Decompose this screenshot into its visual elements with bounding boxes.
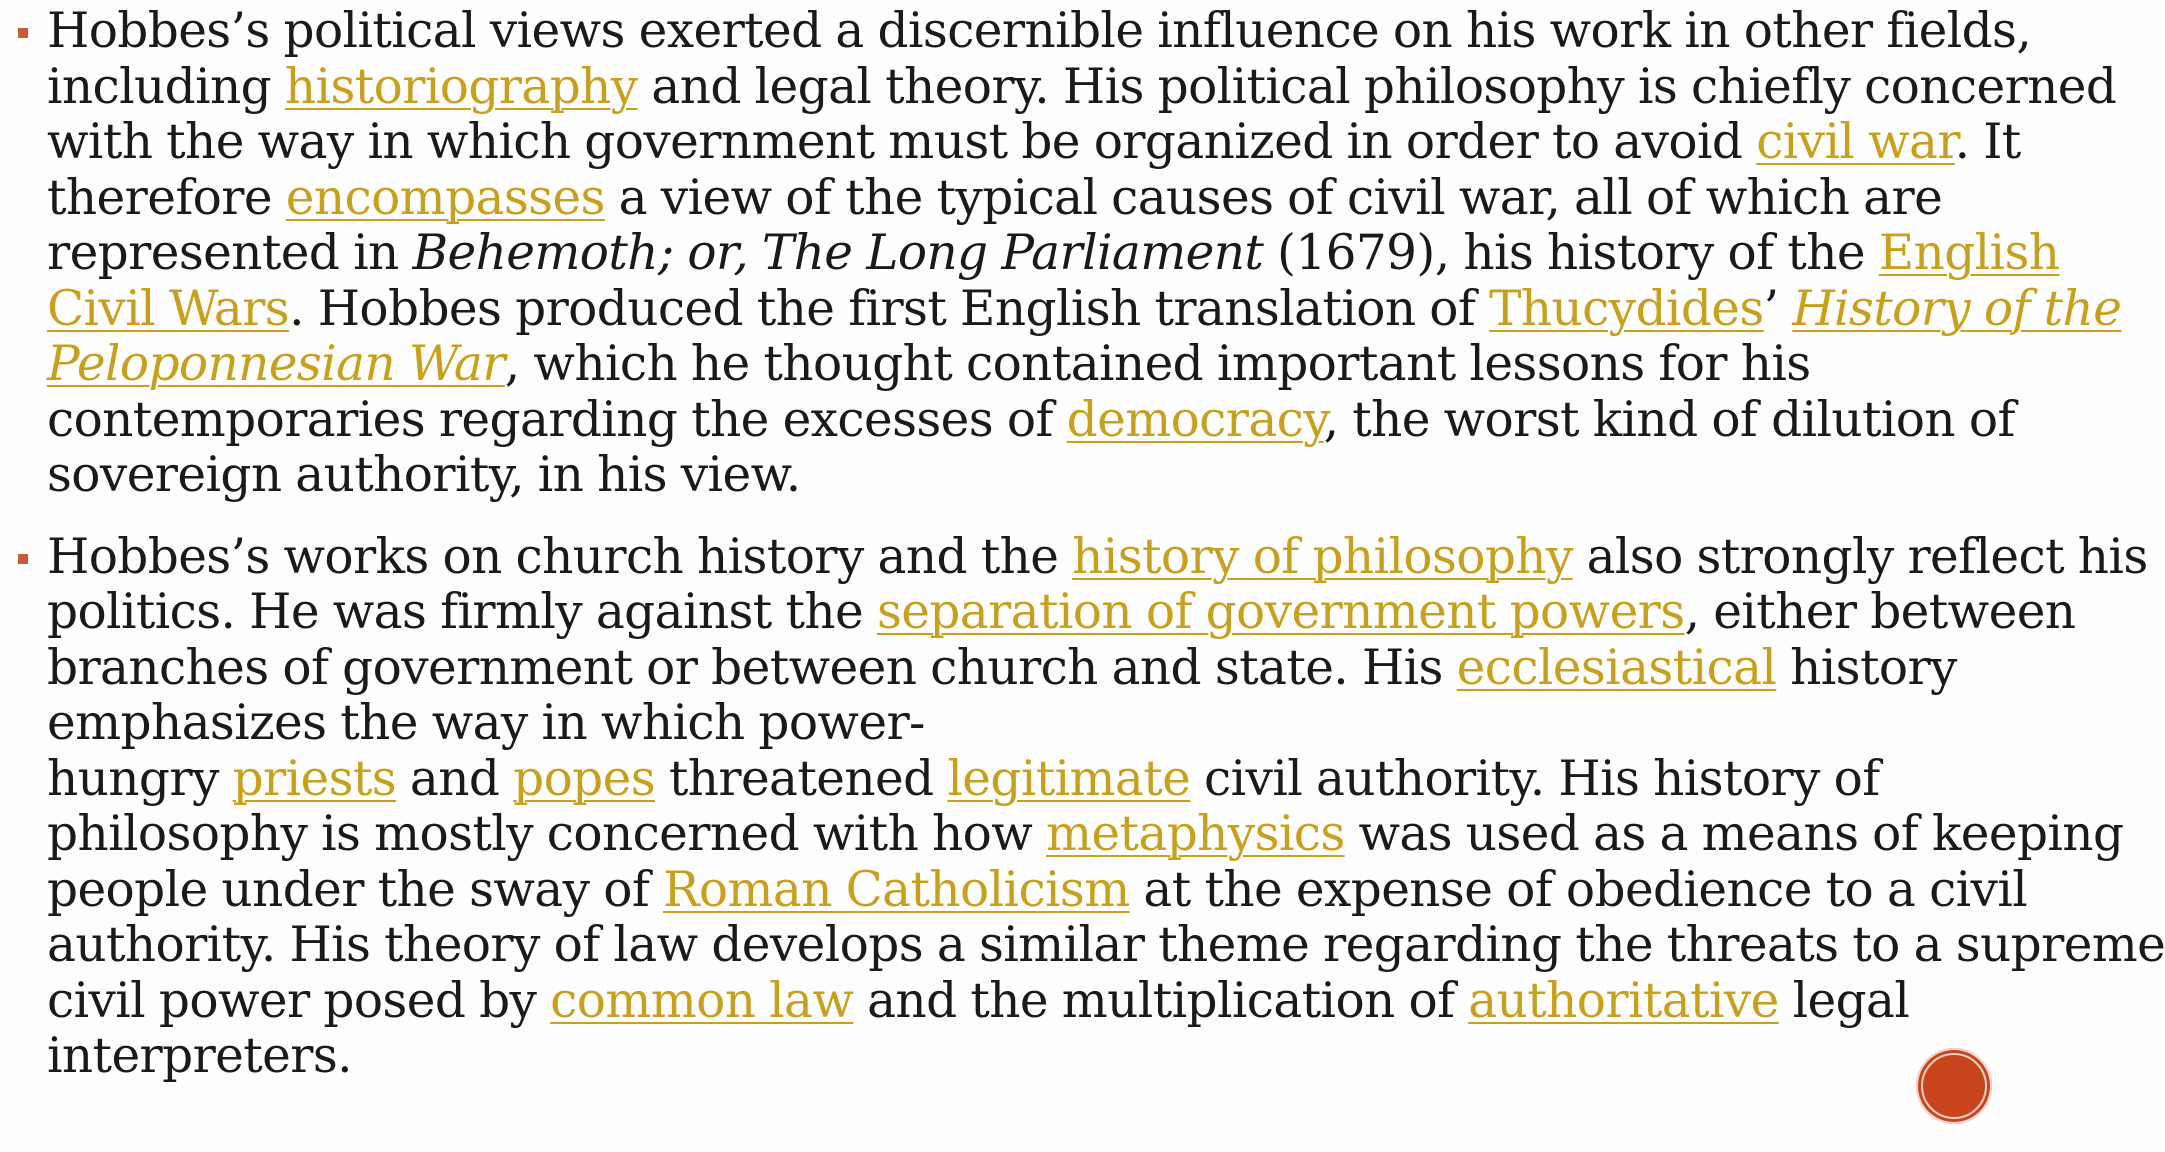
text-line [47, 58, 2117, 116]
hyperlink[interactable]: popes [513, 750, 656, 807]
bullet-paragraph [14, 528, 2165, 1085]
text-line [47, 584, 2076, 641]
body-text: including [47, 58, 285, 115]
hyperlink[interactable]: separation of government powers [876, 584, 1685, 640]
body-text: . It [1954, 114, 2021, 170]
hyperlink[interactable]: democracy [1066, 391, 1324, 448]
body-text: a view of the typical causes of civil war, all of which are [604, 169, 1943, 226]
body-text: interpreters. [47, 1028, 352, 1084]
hyperlink[interactable]: Roman Catholicism [663, 861, 1130, 918]
hyperlink[interactable]: metaphysics [1046, 806, 1345, 862]
square-bullet-icon [18, 554, 28, 564]
hyperlink[interactable]: historiography [284, 58, 638, 115]
body-text: (1679), his history of the [1263, 225, 1879, 281]
body-text: sovereign authority, in his view. [47, 447, 801, 503]
hyperlink[interactable]: common law [550, 972, 854, 1029]
body-text: authority. His theory of law develops a similar theme regarding the threats to a supreme [47, 917, 2165, 973]
text-line [47, 337, 2044, 393]
hyperlink[interactable]: encompasses [285, 169, 605, 226]
body-text: and the multiplication of [853, 972, 1469, 1029]
body-text: ’ [1763, 280, 1793, 337]
hyperlink[interactable]: priests [232, 750, 397, 807]
body-text: hungry [47, 750, 233, 807]
text-line [47, 696, 2044, 752]
bullet-list [14, 3, 2165, 1085]
body-text: and [396, 750, 514, 807]
hyperlink[interactable]: English [1878, 225, 2060, 281]
body-text: civil authority. His history of [1190, 750, 1880, 807]
body-text: emphasizes the way in which power- [47, 695, 925, 751]
body-text: , the worst kind of dilution of [1323, 391, 2015, 448]
text-line [47, 974, 2044, 1030]
body-text: history [1776, 639, 1957, 696]
body-text: legal [1778, 972, 1910, 1029]
text-line [47, 115, 2044, 171]
body-text: , either between [1684, 584, 2076, 640]
bullet-paragraph [14, 3, 2122, 504]
nav-circle-icon[interactable] [1916, 1048, 1992, 1124]
hyperlink[interactable]: Thucydides [1489, 280, 1764, 337]
text-line [47, 448, 2044, 504]
body-text: Hobbes’s works on church history and the [47, 528, 1073, 585]
nav-circle-ring [1921, 1053, 1987, 1119]
body-text: branches of government or between church and state. His [47, 639, 1457, 696]
hyperlink[interactable]: civil war [1756, 114, 1955, 170]
body-text: represented in [47, 225, 413, 281]
body-text: philosophy is mostly concerned with how [47, 806, 1046, 862]
text-line [47, 4, 2044, 60]
text-line [47, 806, 2124, 863]
body-text: Hobbes’s political views exerted a discernible influence on his work in other fields, [47, 3, 2032, 59]
text-line [47, 1029, 2044, 1085]
body-text: civil power posed by [47, 972, 551, 1029]
text-line [47, 641, 2044, 697]
square-bullet-icon [18, 28, 28, 38]
italic-title: Behemoth; or, The Long Parliament [412, 225, 1264, 281]
body-text: and legal theory. His political philosophy is chiefly concerned [637, 58, 2117, 115]
text-line [47, 752, 2044, 808]
hyperlink[interactable]: authoritative [1468, 972, 1779, 1029]
text-line [47, 225, 2060, 282]
body-text: people under the sway of [47, 861, 663, 918]
text-line [47, 917, 2165, 974]
body-text: threatened [655, 750, 948, 807]
text-line [47, 171, 2044, 227]
hyperlink[interactable]: history of philosophy [1072, 528, 1573, 585]
body-text: contemporaries regarding the excesses of [47, 391, 1067, 448]
hyperlink[interactable]: Civil Wars [47, 280, 290, 337]
text-line [47, 393, 2044, 449]
text-line [47, 863, 2044, 919]
body-text: also strongly reflect his [1572, 528, 2148, 585]
body-text: at the expense of obedience to a civil [1129, 861, 2028, 918]
hyperlink[interactable]: legitimate [947, 750, 1191, 807]
text-line [47, 528, 2148, 586]
hyperlink[interactable]: Peloponnesian War [47, 336, 505, 392]
hyperlink[interactable]: History of the [1792, 280, 2122, 337]
body-text: with the way in which government must be organized in order to avoid [47, 114, 1757, 170]
body-text: was used as a means of keeping [1344, 806, 2124, 862]
body-text: therefore [47, 169, 286, 226]
text-line [47, 280, 2122, 338]
body-text: , which he thought contained important lessons for his [504, 336, 1811, 392]
body-text: politics. He was firmly against the [47, 584, 877, 640]
hyperlink[interactable]: ecclesiastical [1456, 639, 1777, 696]
body-text: . Hobbes produced the first English translation of [289, 280, 1490, 337]
